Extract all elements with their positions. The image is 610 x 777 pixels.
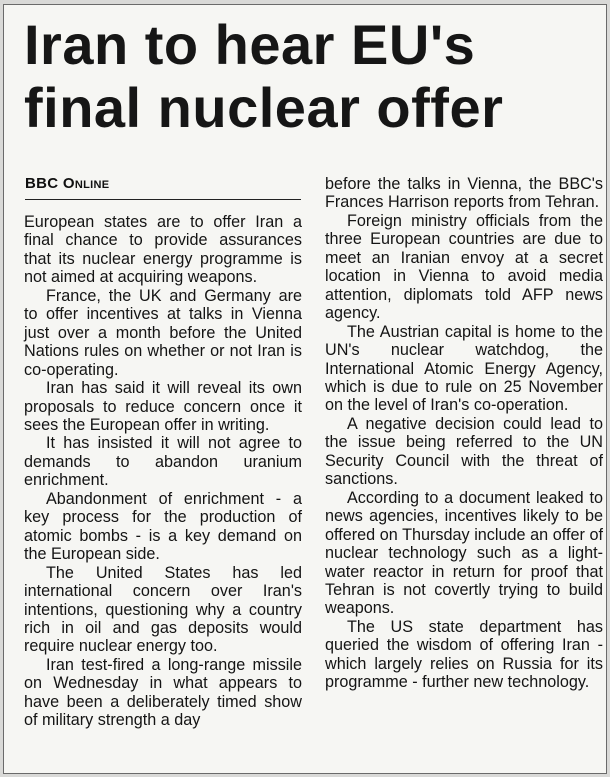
left-column (24, 213, 302, 730)
byline (25, 175, 301, 200)
paragraph: Iran has said it will reveal its own proposals to reduce concern once it sees the European offer in writing. (24, 379, 302, 434)
newspaper-clipping (3, 4, 607, 774)
right-column (325, 175, 603, 692)
paragraph: A negative decision could lead to the issue being referred to the UN Security Council with the threat of sanctions. (325, 414, 603, 489)
paragraph: It has insisted it will not agree to demands to abandon uranium enrichment. (24, 434, 302, 490)
paragraph: Abandonment of enrichment - a key process for the production of atomic bombs - is a key demand on the European side. (24, 489, 302, 564)
paragraph: European states are to offer Iran a final chance to provide assurances that its nuclear energy programme is not aimed at acquiring weapons. (24, 213, 302, 287)
headline: Iran to hear EU's final nuclear offer (24, 13, 504, 139)
paragraph: Foreign ministry officials from the three European countries are due to meet an Iranian envoy at a secret location in Vienna to avoid media attention, diplomats told AFP news agency. (325, 211, 603, 323)
paragraph: France, the UK and Germany are to offer incentives at talks in Vienna just over a month before the United Nations rules on whether or not Iran is co-operating. (24, 286, 302, 379)
paragraph-continued: before the talks in Vienna, the BBC's Frances Harrison reports from Tehran. (325, 175, 603, 212)
paragraph: The United States has led international concern over Iran's intentions, questioning why a country rich in oil and gas deposits would require nuclear energy too. (24, 563, 302, 656)
paragraph: The US state department has queried the wisdom of offering Iran - which largely relies on Russia for its programme - further new technology. (325, 617, 603, 692)
paragraph: The Austrian capital is home to the UN's nuclear watchdog, the International Atomic Energy Agency, which is due to rule on 25 November on the level of Iran's co-operation. (325, 322, 603, 415)
byline-source: BBC Online (25, 175, 110, 192)
paragraph: According to a document leaked to news agencies, incentives likely to be offered on Thursday include an offer of nuclear technology such as a light-water reactor in return for proof that Tehran is not covertly trying to build weapons. (325, 488, 603, 618)
paragraph: Iran test-fired a long-range missile on Wednesday in what appears to have been a deliberately timed show of military strength a day (24, 655, 302, 730)
